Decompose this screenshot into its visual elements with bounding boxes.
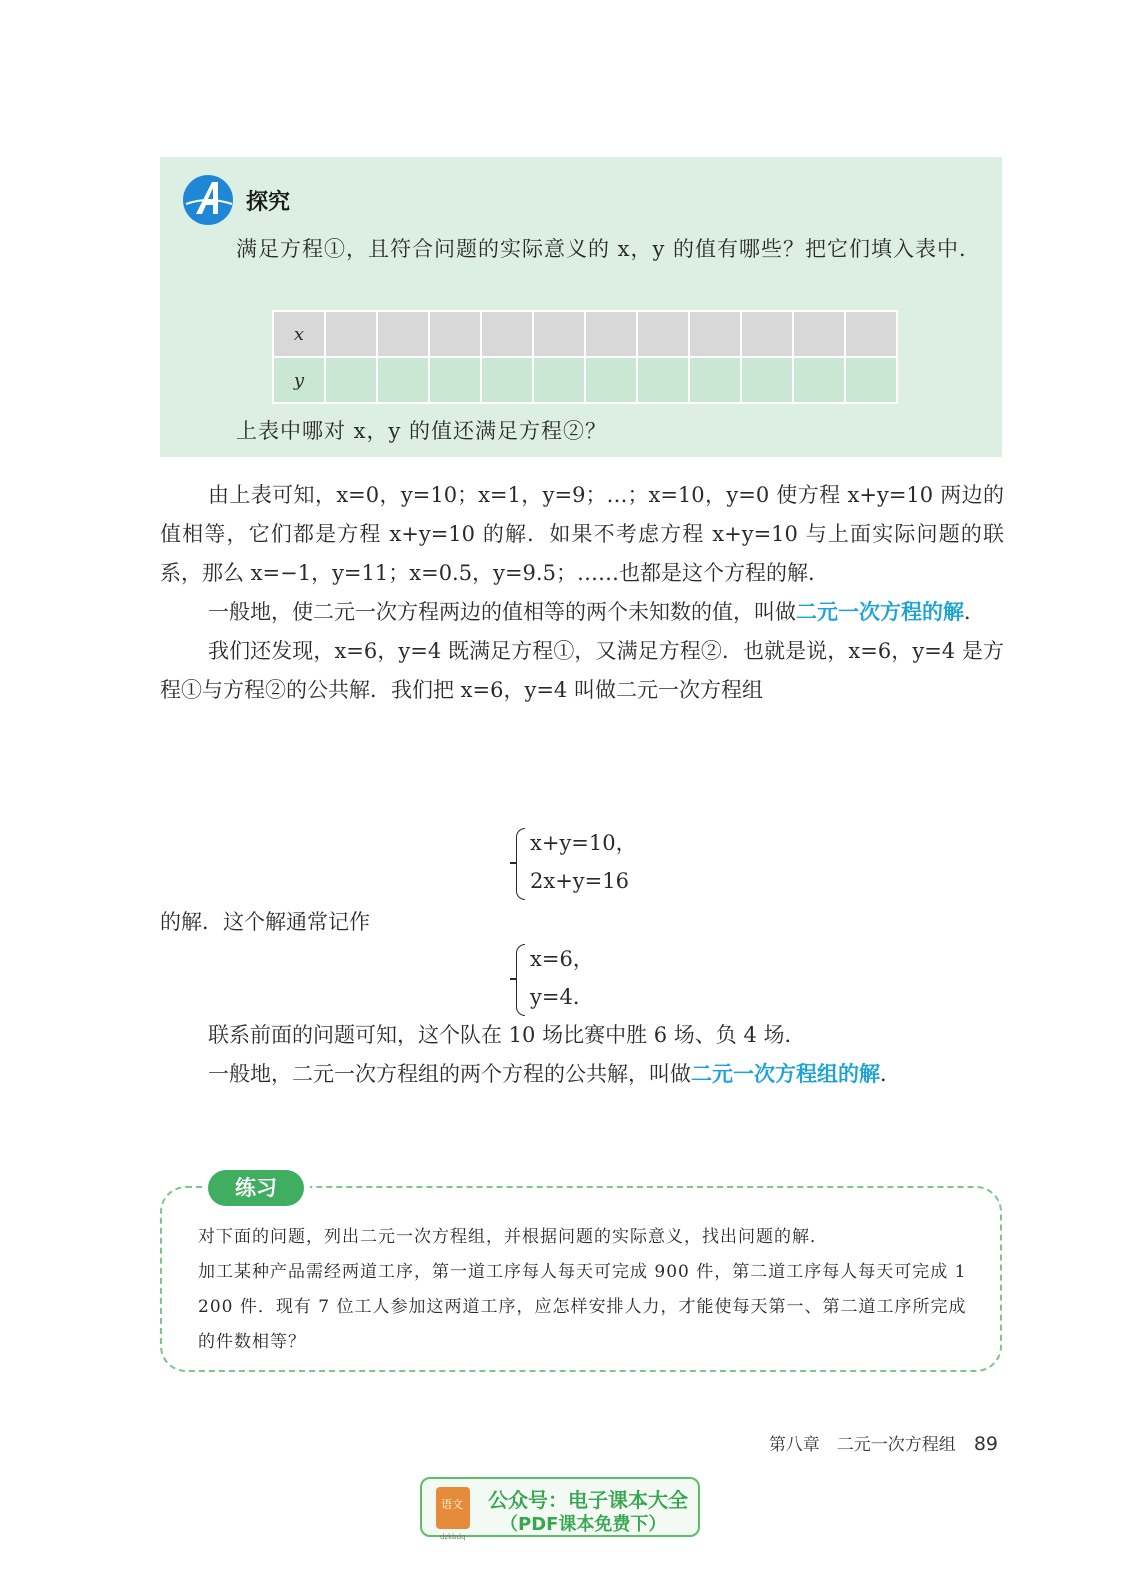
book-icon-subtext: dzkbdq — [440, 1533, 466, 1541]
page-number: 89 — [973, 1433, 998, 1455]
paragraph: 联系前面的问题可知，这个队在 10 场比赛中胜 6 场、负 4 场． — [208, 1023, 806, 1047]
paragraph-text: 一般地，二元一次方程组的两个方程的公共解，叫做 — [208, 1062, 691, 1086]
explore-title: 探究 — [246, 190, 291, 215]
compass-icon — [182, 174, 234, 226]
table-row — [274, 358, 896, 402]
practice-line: 对下面的问题，列出二元一次方程组，并根据问题的实际意义，找出问题的解． — [198, 1227, 828, 1247]
fill-in-table — [272, 310, 898, 404]
promo-badge — [420, 1477, 700, 1541]
paragraph: 我们还发现，x=6，y=4 既满足方程①，又满足方程②．也就是说，x=6，y=4 是方程①与方程②的公共解．我们把 x=6，y=4 叫做二元一次方程组 — [160, 639, 1004, 702]
explore-question: 满足方程①，且符合问题的实际意义的 x，y 的值有哪些？把它们填入表中． — [236, 237, 982, 261]
table-cell — [378, 358, 428, 402]
table-cell — [742, 358, 792, 402]
paragraph-text: ． — [964, 600, 985, 624]
equation-system-2 — [516, 940, 594, 1016]
table-row — [274, 312, 896, 356]
table-cell — [638, 312, 688, 356]
badge-subtitle: （PDF课本免费下） — [500, 1514, 667, 1535]
equation-line: x+y=10， — [530, 831, 637, 855]
equation-line: x=6， — [530, 947, 594, 971]
table-cell — [846, 312, 896, 356]
brace — [516, 828, 525, 900]
chapter-title: 第八章 二元一次方程组 — [768, 1435, 956, 1455]
paragraph: 的解．这个解通常记作 — [160, 910, 370, 934]
practice-box — [160, 1176, 1002, 1372]
table-cell — [482, 358, 532, 402]
practice-line: 加工某种产品需经两道工序，第一道工序每人每天可完成 900 件，第二道工序每人每天可完成 1 200 件．现有 7 位工人参加这两道工序，应怎样安排人力，才能使每天第一、第二道工序所完成的件数相等？ — [198, 1262, 967, 1352]
paragraph-text: ． — [880, 1062, 901, 1086]
table-cell — [430, 358, 480, 402]
table-cell — [690, 312, 740, 356]
equation-line: 2x+y=16 — [530, 869, 629, 893]
table-cell — [430, 312, 480, 356]
table-cell — [586, 358, 636, 402]
table-cell — [690, 358, 740, 402]
practice-label: 练习 — [208, 1170, 304, 1206]
table-cell — [482, 312, 532, 356]
table-row-label: y — [274, 358, 324, 402]
table-cell — [846, 358, 896, 402]
body-section-2 — [160, 1016, 1004, 1094]
body-section-1 — [160, 476, 1004, 710]
paragraph-text: 一般地，使二元一次方程两边的值相等的两个未知数的值，叫做 — [208, 600, 796, 624]
paragraph — [160, 593, 1004, 632]
equation-line: y=4． — [530, 985, 594, 1009]
table-cell — [794, 358, 844, 402]
table-cell — [326, 312, 376, 356]
equation-system-1 — [516, 824, 637, 900]
definition-term: 二元一次方程组的解 — [691, 1062, 880, 1086]
table-cell — [534, 358, 584, 402]
explore-question-2: 上表中哪对 x，y 的值还满足方程②？ — [236, 419, 608, 443]
brace — [516, 944, 525, 1016]
definition-term: 二元一次方程的解 — [796, 600, 964, 624]
table-cell — [638, 358, 688, 402]
page-footer — [769, 1430, 998, 1455]
table-cell — [378, 312, 428, 356]
book-icon-text: 语文 — [441, 1498, 463, 1511]
paragraph: 由上表可知，x=0，y=10；x=1，y=9；…；x=10，y=0 使方程 x+y=10 两边的值相等，它们都是方程 x+y=10 的解．如果不考虑方程 x+y=10 与上面实际问题的联系，那么 x=−1，y=11；x=0.5，y=9.5；……也都是这个方程的解． — [160, 483, 1004, 585]
book-icon — [436, 1487, 470, 1541]
table-cell — [534, 312, 584, 356]
explore-box — [160, 157, 1002, 457]
practice-text — [198, 1220, 978, 1360]
table-cell — [742, 312, 792, 356]
table-row-label: x — [274, 312, 324, 356]
badge-title: 公众号：电子课本大全 — [488, 1488, 688, 1512]
table-cell — [586, 312, 636, 356]
paragraph — [160, 1055, 1004, 1094]
table-cell — [794, 312, 844, 356]
table-cell — [326, 358, 376, 402]
